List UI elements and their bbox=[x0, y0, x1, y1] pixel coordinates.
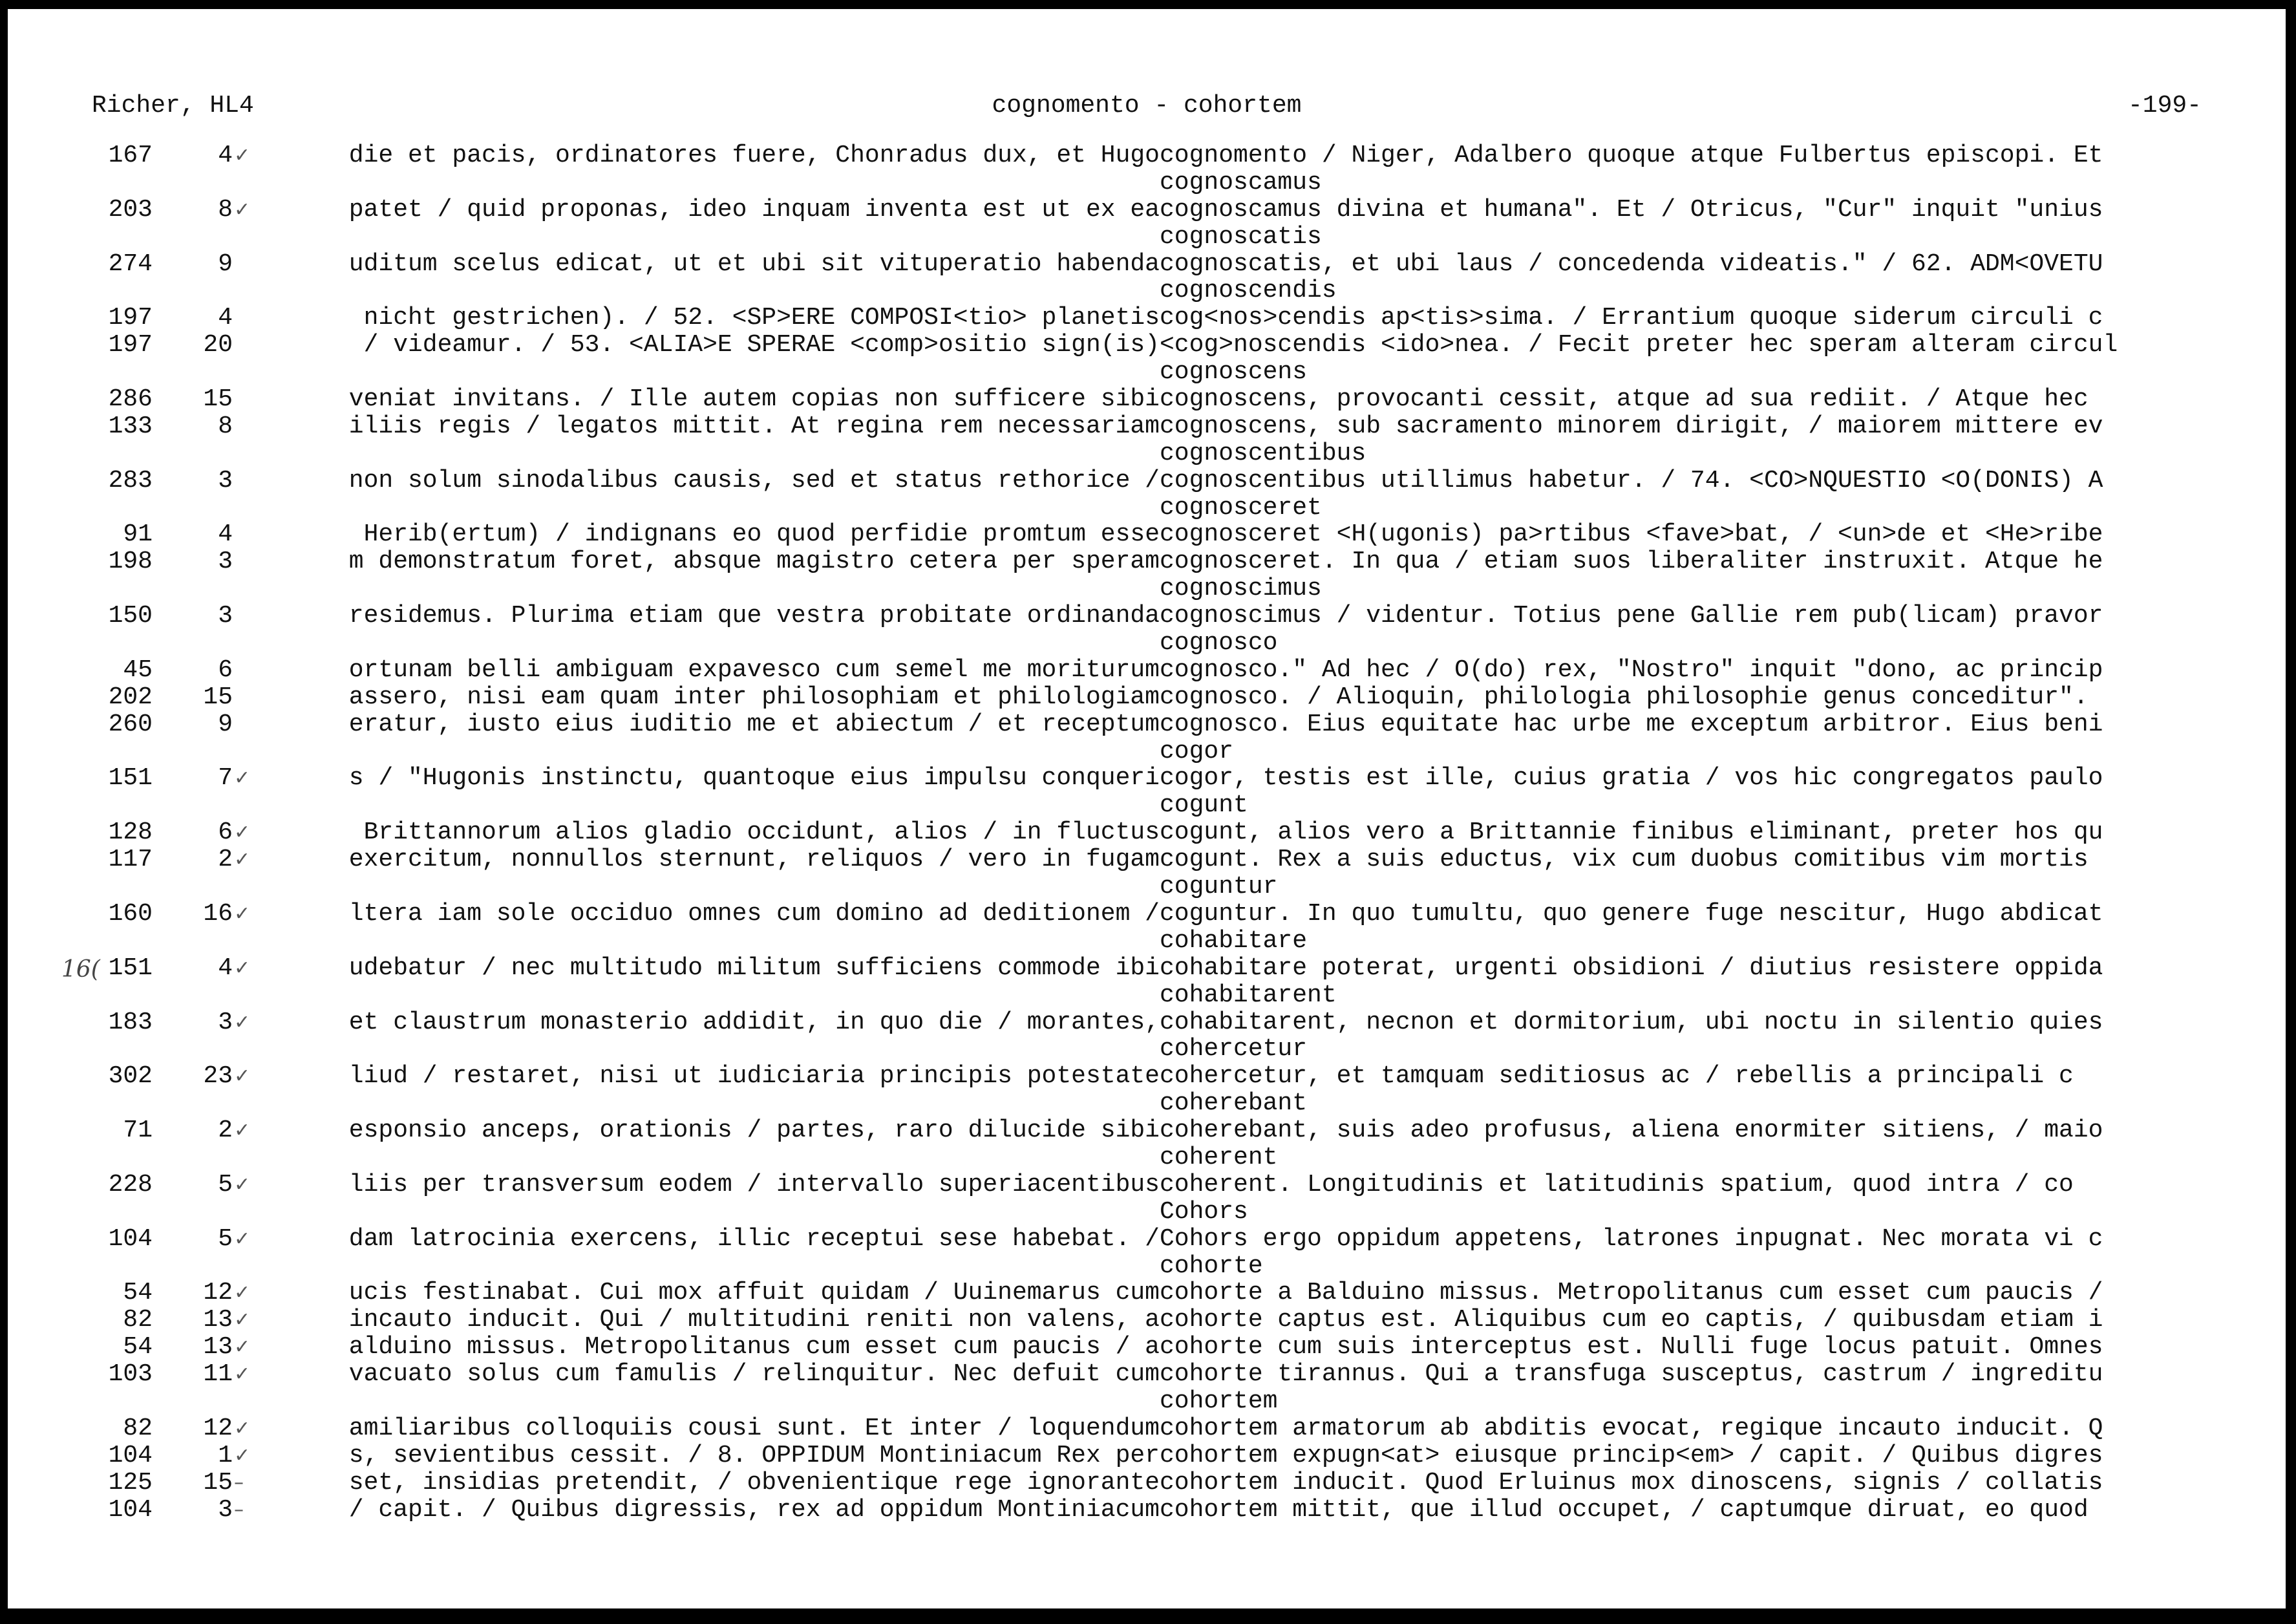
right-context: cohortem inducit. Quod Erluinus mox dinoscens, signis / collatis bbox=[1160, 1469, 2103, 1497]
concordance-row bbox=[8, 684, 2286, 711]
headword-row bbox=[8, 873, 2286, 901]
line-number: 274 bbox=[108, 250, 153, 278]
line-number: 151 bbox=[108, 954, 153, 982]
count: 8 bbox=[218, 195, 233, 224]
concordance-row bbox=[8, 304, 2286, 332]
headword: cognoscentibus bbox=[1160, 440, 1366, 467]
left-context: amiliaribus colloquiis cousi sunt. Et inter / loquendum bbox=[348, 1414, 1160, 1442]
concordance-row bbox=[8, 1171, 2286, 1199]
check-mark-icon: ✓ bbox=[234, 902, 251, 925]
check-mark-icon: ✓ bbox=[234, 1416, 251, 1440]
check-mark-icon: – bbox=[234, 1471, 244, 1494]
line-number: 183 bbox=[108, 1008, 153, 1036]
right-context: Cohors ergo oppidum appetens, latrones inpugnat. Nec morata vi c bbox=[1160, 1225, 2103, 1253]
headword: Cohors bbox=[1160, 1198, 1248, 1226]
count: 4 bbox=[218, 520, 233, 549]
left-context: set, insidias pretendit, / obvenientique rege ignorante bbox=[348, 1468, 1160, 1497]
line-number: 82 bbox=[123, 1306, 153, 1334]
headword-row bbox=[8, 1036, 2286, 1063]
line-number: 286 bbox=[108, 385, 153, 414]
left-context: liis per transversum eodem / intervallo superiacentibus bbox=[348, 1170, 1160, 1199]
headword-row bbox=[8, 440, 2286, 467]
right-context: cog<nos>cendis ap<tis>sima. / Errantium quoque siderum circuli c bbox=[1160, 304, 2103, 332]
left-context: et claustrum monasterio addidit, in quo die / morantes, bbox=[348, 1008, 1160, 1036]
concordance-row bbox=[8, 1469, 2286, 1497]
concordance-row bbox=[8, 197, 2286, 224]
count: 1 bbox=[218, 1441, 233, 1469]
right-context: cognoscentibus utillimus habetur. / 74. <CO>NQUESTIO <O(DONIS) A bbox=[1160, 467, 2103, 495]
concordance-row bbox=[8, 467, 2286, 495]
count: 5 bbox=[218, 1170, 233, 1199]
left-context: iliis regis / legatos mittit. At regina rem necessariam bbox=[348, 412, 1160, 440]
count: 12 bbox=[203, 1279, 233, 1307]
right-context: cognoscens, sub sacramento minorem dirigit, / maiorem mittere ev bbox=[1160, 412, 2103, 440]
check-mark-icon: ✓ bbox=[234, 198, 251, 221]
count: 4 bbox=[218, 304, 233, 332]
line-number: 198 bbox=[108, 548, 153, 576]
page bbox=[8, 9, 2286, 1608]
line-number: 45 bbox=[123, 656, 153, 684]
concordance-row bbox=[8, 521, 2286, 548]
concordance-row bbox=[8, 955, 2286, 982]
count: 2 bbox=[218, 1116, 233, 1145]
headword-row bbox=[8, 928, 2286, 955]
right-context: cognoscens, provocanti cessit, atque ad sua rediit. / Atque hec bbox=[1160, 386, 2089, 413]
headword-row bbox=[8, 1253, 2286, 1280]
count: 9 bbox=[218, 250, 233, 278]
right-context: cohorte tirannus. Qui a transfuga susceptus, castrum / ingreditu bbox=[1160, 1361, 2103, 1388]
count: 4 bbox=[218, 142, 233, 169]
count: 13 bbox=[203, 1333, 233, 1362]
line-number: 197 bbox=[108, 331, 153, 359]
check-mark-icon: ✓ bbox=[234, 848, 251, 871]
right-context: coherent. Longitudinis et latitudinis spatium, quod intra / co bbox=[1160, 1171, 2074, 1199]
left-context: ortunam belli ambiguam expavesco cum semel me moriturum bbox=[348, 656, 1160, 684]
count: 15 bbox=[203, 385, 233, 414]
concordance-row bbox=[8, 846, 2286, 873]
concordance-row bbox=[8, 1361, 2286, 1388]
concordance-row bbox=[8, 1063, 2286, 1090]
line-number: 160 bbox=[108, 899, 153, 928]
right-context: cognosceret. In qua / etiam suos liberaliter instruxit. Atque he bbox=[1160, 548, 2103, 576]
concordance-list bbox=[8, 142, 2286, 1523]
headword: cognoscatis bbox=[1160, 223, 1322, 251]
count: 9 bbox=[218, 710, 233, 738]
left-context: Brittannorum alios gladio occidunt, alios / in fluctus bbox=[363, 818, 1160, 847]
right-context: cohortem mittit, que illud occupet, / captumque diruat, eo quod bbox=[1160, 1496, 2089, 1524]
line-number: 54 bbox=[123, 1333, 153, 1362]
right-context: cogor, testis est ille, cuius gratia / vos hic congregatos paulo bbox=[1160, 765, 2103, 793]
count: 6 bbox=[218, 656, 233, 684]
headword: cohabitare bbox=[1160, 927, 1308, 955]
left-context: exercitum, nonnullos sternunt, reliquos / vero in fugam bbox=[348, 846, 1160, 874]
right-context: cognosco. Eius equitate hac urbe me exceptum arbitror. Eius beni bbox=[1160, 710, 2103, 738]
left-context: uditum scelus edicat, ut et ubi sit vituperatio habenda bbox=[348, 250, 1160, 278]
count: 3 bbox=[218, 466, 233, 495]
line-number: 133 bbox=[108, 412, 153, 440]
headword-row bbox=[8, 982, 2286, 1009]
count: 2 bbox=[218, 846, 233, 874]
count: 5 bbox=[218, 1224, 233, 1253]
headword: coguntur bbox=[1160, 873, 1278, 901]
left-context: residemus. Plurima etiam que vestra probitate ordinanda bbox=[348, 602, 1160, 630]
right-context: cohorte captus est. Aliquibus cum eo captis, / quibusdam etiam i bbox=[1160, 1307, 2103, 1334]
headword: cohabitarent bbox=[1160, 981, 1337, 1009]
line-number: 54 bbox=[123, 1279, 153, 1307]
header-title: cognomento - cohortem bbox=[992, 92, 1302, 120]
count: 8 bbox=[218, 412, 233, 440]
concordance-row bbox=[8, 819, 2286, 846]
line-number: 202 bbox=[108, 683, 153, 711]
concordance-row bbox=[8, 603, 2286, 630]
concordance-row bbox=[8, 1415, 2286, 1442]
line-number: 302 bbox=[108, 1062, 153, 1091]
line-number: 82 bbox=[123, 1414, 153, 1442]
check-mark-icon: ✓ bbox=[234, 1363, 251, 1386]
headword-row bbox=[8, 792, 2286, 819]
headword-row bbox=[8, 224, 2286, 251]
left-context: vacuato solus cum famulis / relinquitur. Nec defuit cum bbox=[348, 1360, 1160, 1389]
line-number: 71 bbox=[123, 1116, 153, 1145]
left-context: udebatur / nec multitudo militum sufficiens commode ibi bbox=[348, 954, 1160, 982]
count: 16 bbox=[203, 899, 233, 928]
line-number: 260 bbox=[108, 710, 153, 738]
right-context: cohabitare poterat, urgenti obsidioni / diutius resistere oppida bbox=[1160, 954, 2103, 982]
left-context: non solum sinodalibus causis, sed et status rethorice / bbox=[348, 466, 1160, 495]
line-number: 104 bbox=[108, 1441, 153, 1469]
check-mark-icon: ✓ bbox=[234, 767, 251, 790]
right-context: cohabitarent, necnon et dormitorium, ubi noctu in silentio quies bbox=[1160, 1009, 2103, 1036]
line-number: 104 bbox=[108, 1224, 153, 1253]
concordance-row bbox=[8, 1334, 2286, 1361]
left-context: assero, nisi eam quam inter philosophiam et philologiam bbox=[348, 683, 1160, 711]
count: 15 bbox=[203, 1468, 233, 1497]
count: 15 bbox=[203, 683, 233, 711]
count: 6 bbox=[218, 818, 233, 847]
headword-row bbox=[8, 169, 2286, 197]
left-context: patet / quid proponas, ideo inquam inventa est ut ex ea bbox=[348, 195, 1160, 224]
right-context: cohercetur, et tamquam seditiosus ac / rebellis a principali c bbox=[1160, 1063, 2074, 1091]
line-number: 117 bbox=[108, 846, 153, 874]
headword-row bbox=[8, 1199, 2286, 1226]
concordance-row bbox=[8, 386, 2286, 413]
right-context: cognomento / Niger, Adalbero quoque atque Fulbertus episcopi. Et bbox=[1160, 142, 2103, 169]
count: 11 bbox=[203, 1360, 233, 1389]
header-page-number: -199- bbox=[2127, 92, 2202, 120]
left-context: ucis festinabat. Cui mox affuit quidam / Uuinemarus cum bbox=[348, 1279, 1160, 1307]
headword-row bbox=[8, 1090, 2286, 1117]
headword: cognoscendis bbox=[1160, 277, 1337, 305]
headword-row bbox=[8, 738, 2286, 765]
line-number: 150 bbox=[108, 602, 153, 630]
right-context: cognoscamus divina et humana". Et / Otricus, "Cur" inquit "unius bbox=[1160, 196, 2103, 224]
concordance-row bbox=[8, 142, 2286, 169]
count: 3 bbox=[218, 1495, 233, 1524]
line-number: 228 bbox=[108, 1170, 153, 1199]
line-number: 283 bbox=[108, 466, 153, 495]
line-number: 103 bbox=[108, 1360, 153, 1389]
check-mark-icon: ✓ bbox=[234, 1119, 251, 1142]
count: 4 bbox=[218, 954, 233, 982]
line-number: 104 bbox=[108, 1495, 153, 1524]
line-number: 197 bbox=[108, 304, 153, 332]
line-number: 167 bbox=[108, 142, 153, 169]
headword-row bbox=[8, 359, 2286, 386]
headword: cohortem bbox=[1160, 1387, 1278, 1415]
headword: cognosco bbox=[1160, 630, 1278, 657]
line-number: 128 bbox=[108, 818, 153, 847]
left-context: ltera iam sole occiduo omnes cum domino ad deditionem / bbox=[348, 899, 1160, 928]
left-context: alduino missus. Metropolitanus cum esset cum paucis / a bbox=[348, 1333, 1160, 1362]
right-context: coguntur. In quo tumultu, quo genere fuge nescitur, Hugo abdicat bbox=[1160, 900, 2103, 928]
left-context: die et pacis, ordinatores fuere, Chonradus dux, et Hugo bbox=[348, 142, 1160, 169]
left-context: s / "Hugonis instinctu, quantoque eius impulsu conqueri bbox=[348, 764, 1160, 793]
headword-row bbox=[8, 630, 2286, 657]
check-mark-icon: ✓ bbox=[234, 1173, 251, 1196]
check-mark-icon: ✓ bbox=[234, 1444, 251, 1467]
right-context: cohortem expugn<at> eiusque princip<em> / capit. / Quibus digres bbox=[1160, 1442, 2103, 1469]
headword: coherebant bbox=[1160, 1090, 1308, 1118]
left-context: m demonstratum foret, absque magistro cetera per speram bbox=[348, 548, 1160, 576]
line-number: 91 bbox=[123, 520, 153, 549]
count: 23 bbox=[203, 1062, 233, 1091]
left-context: incauto inducit. Qui / multitudini reniti non valens, a bbox=[348, 1306, 1160, 1334]
check-mark-icon: ✓ bbox=[234, 1010, 251, 1034]
count: 20 bbox=[203, 331, 233, 359]
headword: cohorte bbox=[1160, 1252, 1263, 1280]
check-mark-icon: ✓ bbox=[234, 1309, 251, 1332]
line-number: 151 bbox=[108, 764, 153, 793]
count: 3 bbox=[218, 1008, 233, 1036]
concordance-row bbox=[8, 711, 2286, 738]
left-context: / videamur. / 53. <ALIA>E SPERAE <comp>ositio sign(is) bbox=[363, 331, 1160, 359]
concordance-row bbox=[8, 765, 2286, 792]
headword: cognosceret bbox=[1160, 494, 1322, 522]
headword: cohercetur bbox=[1160, 1036, 1308, 1063]
left-context: s, sevientibus cessit. / 8. OPPIDUM Montiniacum Rex per bbox=[348, 1441, 1160, 1469]
check-mark-icon: – bbox=[234, 1498, 244, 1521]
concordance-row bbox=[8, 1279, 2286, 1307]
header-source: Richer, HL4 bbox=[92, 92, 254, 120]
concordance-row bbox=[8, 332, 2286, 359]
right-context: <cog>noscendis <ido>nea. / Fecit preter hec speram alteram circul bbox=[1160, 332, 2118, 359]
concordance-row bbox=[8, 548, 2286, 575]
count: 7 bbox=[218, 764, 233, 793]
right-context: cohortem armatorum ab abditis evocat, regique incauto inducit. Q bbox=[1160, 1415, 2103, 1442]
concordance-row bbox=[8, 1497, 2286, 1524]
concordance-row bbox=[8, 1226, 2286, 1253]
left-context: dam latrocinia exercens, illic receptui sese habebat. / bbox=[348, 1224, 1160, 1253]
headword: cogunt bbox=[1160, 792, 1248, 820]
right-context: coherebant, suis adeo profusus, aliena enormiter sitiens, / maio bbox=[1160, 1117, 2103, 1144]
check-mark-icon: ✓ bbox=[234, 1281, 251, 1305]
right-context: cognosco." Ad hec / O(do) rex, "Nostro" inquit "dono, ac princip bbox=[1160, 656, 2103, 684]
headword: cognoscimus bbox=[1160, 575, 1322, 603]
check-mark-icon: ✓ bbox=[234, 1336, 251, 1359]
concordance-row bbox=[8, 1117, 2286, 1144]
count: 3 bbox=[218, 602, 233, 630]
headword-row bbox=[8, 1388, 2286, 1415]
check-mark-icon: ✓ bbox=[234, 1227, 251, 1250]
right-context: cogunt, alios vero a Brittannie finibus eliminant, preter hos qu bbox=[1160, 819, 2103, 847]
concordance-row bbox=[8, 901, 2286, 928]
concordance-row bbox=[8, 1307, 2286, 1334]
concordance-row bbox=[8, 413, 2286, 440]
line-number: 203 bbox=[108, 195, 153, 224]
headword-row bbox=[8, 1144, 2286, 1171]
headword: coherent bbox=[1160, 1144, 1278, 1171]
right-context: cognoscatis, et ubi laus / concedenda videatis." / 62. ADM<OVETU bbox=[1160, 250, 2103, 278]
check-mark-icon: ✓ bbox=[234, 821, 251, 844]
left-context: nicht gestrichen). / 52. <SP>ERE COMPOSI<tio> planetis bbox=[363, 304, 1160, 332]
headword-row bbox=[8, 495, 2286, 522]
right-context: cognoscimus / videntur. Totius pene Gallie rem pub(licam) pravor bbox=[1160, 603, 2103, 630]
headword: cognoscamus bbox=[1160, 169, 1322, 197]
right-context: cognosco. / Alioquin, philologia philosophie genus conceditur". bbox=[1160, 683, 2089, 711]
check-mark-icon: ✓ bbox=[234, 956, 251, 979]
concordance-row bbox=[8, 657, 2286, 684]
concordance-row bbox=[8, 1009, 2286, 1036]
left-context: / capit. / Quibus digressis, rex ad oppidum Montiniacum bbox=[348, 1495, 1160, 1524]
check-mark-icon: ✓ bbox=[234, 144, 251, 167]
headword: cognoscens bbox=[1160, 359, 1308, 387]
check-mark-icon: ✓ bbox=[234, 1065, 251, 1088]
left-context: veniat invitans. / Ille autem copias non sufficere sibi bbox=[348, 385, 1160, 414]
headword-row bbox=[8, 575, 2286, 603]
headword: cogor bbox=[1160, 738, 1234, 765]
left-context: eratur, iusto eius iuditio me et abiectum / et receptum bbox=[348, 710, 1160, 738]
headword-row bbox=[8, 277, 2286, 304]
line-number: 125 bbox=[108, 1468, 153, 1497]
count: 12 bbox=[203, 1414, 233, 1442]
left-context: esponsio anceps, orationis / partes, raro dilucide sibi bbox=[348, 1116, 1160, 1145]
left-context: liud / restaret, nisi ut iudiciaria principis potestate bbox=[348, 1062, 1160, 1091]
right-context: cognosceret <H(ugonis) pa>rtibus <fave>bat, / <un>de et <He>ribe bbox=[1160, 521, 2103, 549]
right-context: cogunt. Rex a suis eductus, vix cum duobus comitibus vim mortis bbox=[1160, 846, 2089, 874]
handwritten-margin-note: 16( bbox=[61, 956, 100, 983]
left-context: Herib(ertum) / indignans eo quod perfidie promtum esse bbox=[363, 520, 1160, 549]
right-context: cohorte a Balduino missus. Metropolitanus cum esset cum paucis / bbox=[1160, 1279, 2103, 1307]
count: 3 bbox=[218, 548, 233, 576]
concordance-row bbox=[8, 251, 2286, 278]
concordance-row bbox=[8, 1442, 2286, 1469]
count: 13 bbox=[203, 1306, 233, 1334]
right-context: cohorte cum suis interceptus est. Nulli fuge locus patuit. Omnes bbox=[1160, 1334, 2103, 1362]
